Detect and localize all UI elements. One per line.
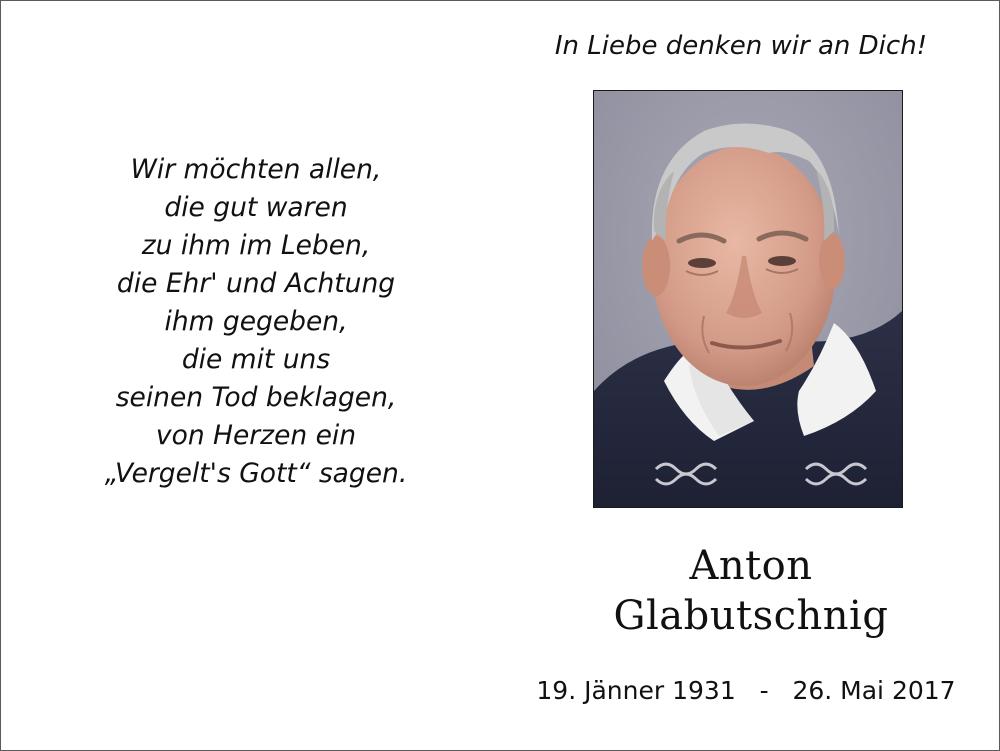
death-date: 26. Mai 2017 [792,676,956,705]
poem-line: die mit uns [181,344,331,375]
birth-date: 19. Jänner 1931 [536,676,736,705]
poem-line: die Ehr' und Achtung [116,268,396,299]
poem-line: die gut waren [164,192,348,223]
portrait-photo [593,90,903,508]
portrait-illustration [594,91,902,507]
poem-line: seinen Tod beklagen, [115,382,397,413]
date-separator: - [759,676,769,705]
poem-line: zu ihm im Leben, [141,230,371,261]
deceased-name [521,541,981,641]
memorial-poem [41,151,471,493]
life-dates [506,676,986,705]
last-name: Glabutschnig [613,593,889,639]
poem-line: Wir möchten allen, [130,154,382,185]
poem-line: „Vergelt's Gott“ sagen. [104,458,408,489]
first-name: Anton [689,543,813,589]
poem-line: von Herzen ein [155,420,357,451]
poem-line: ihm gegeben, [164,306,348,337]
memorial-heading: In Liebe denken wir an Dich! [554,31,928,61]
